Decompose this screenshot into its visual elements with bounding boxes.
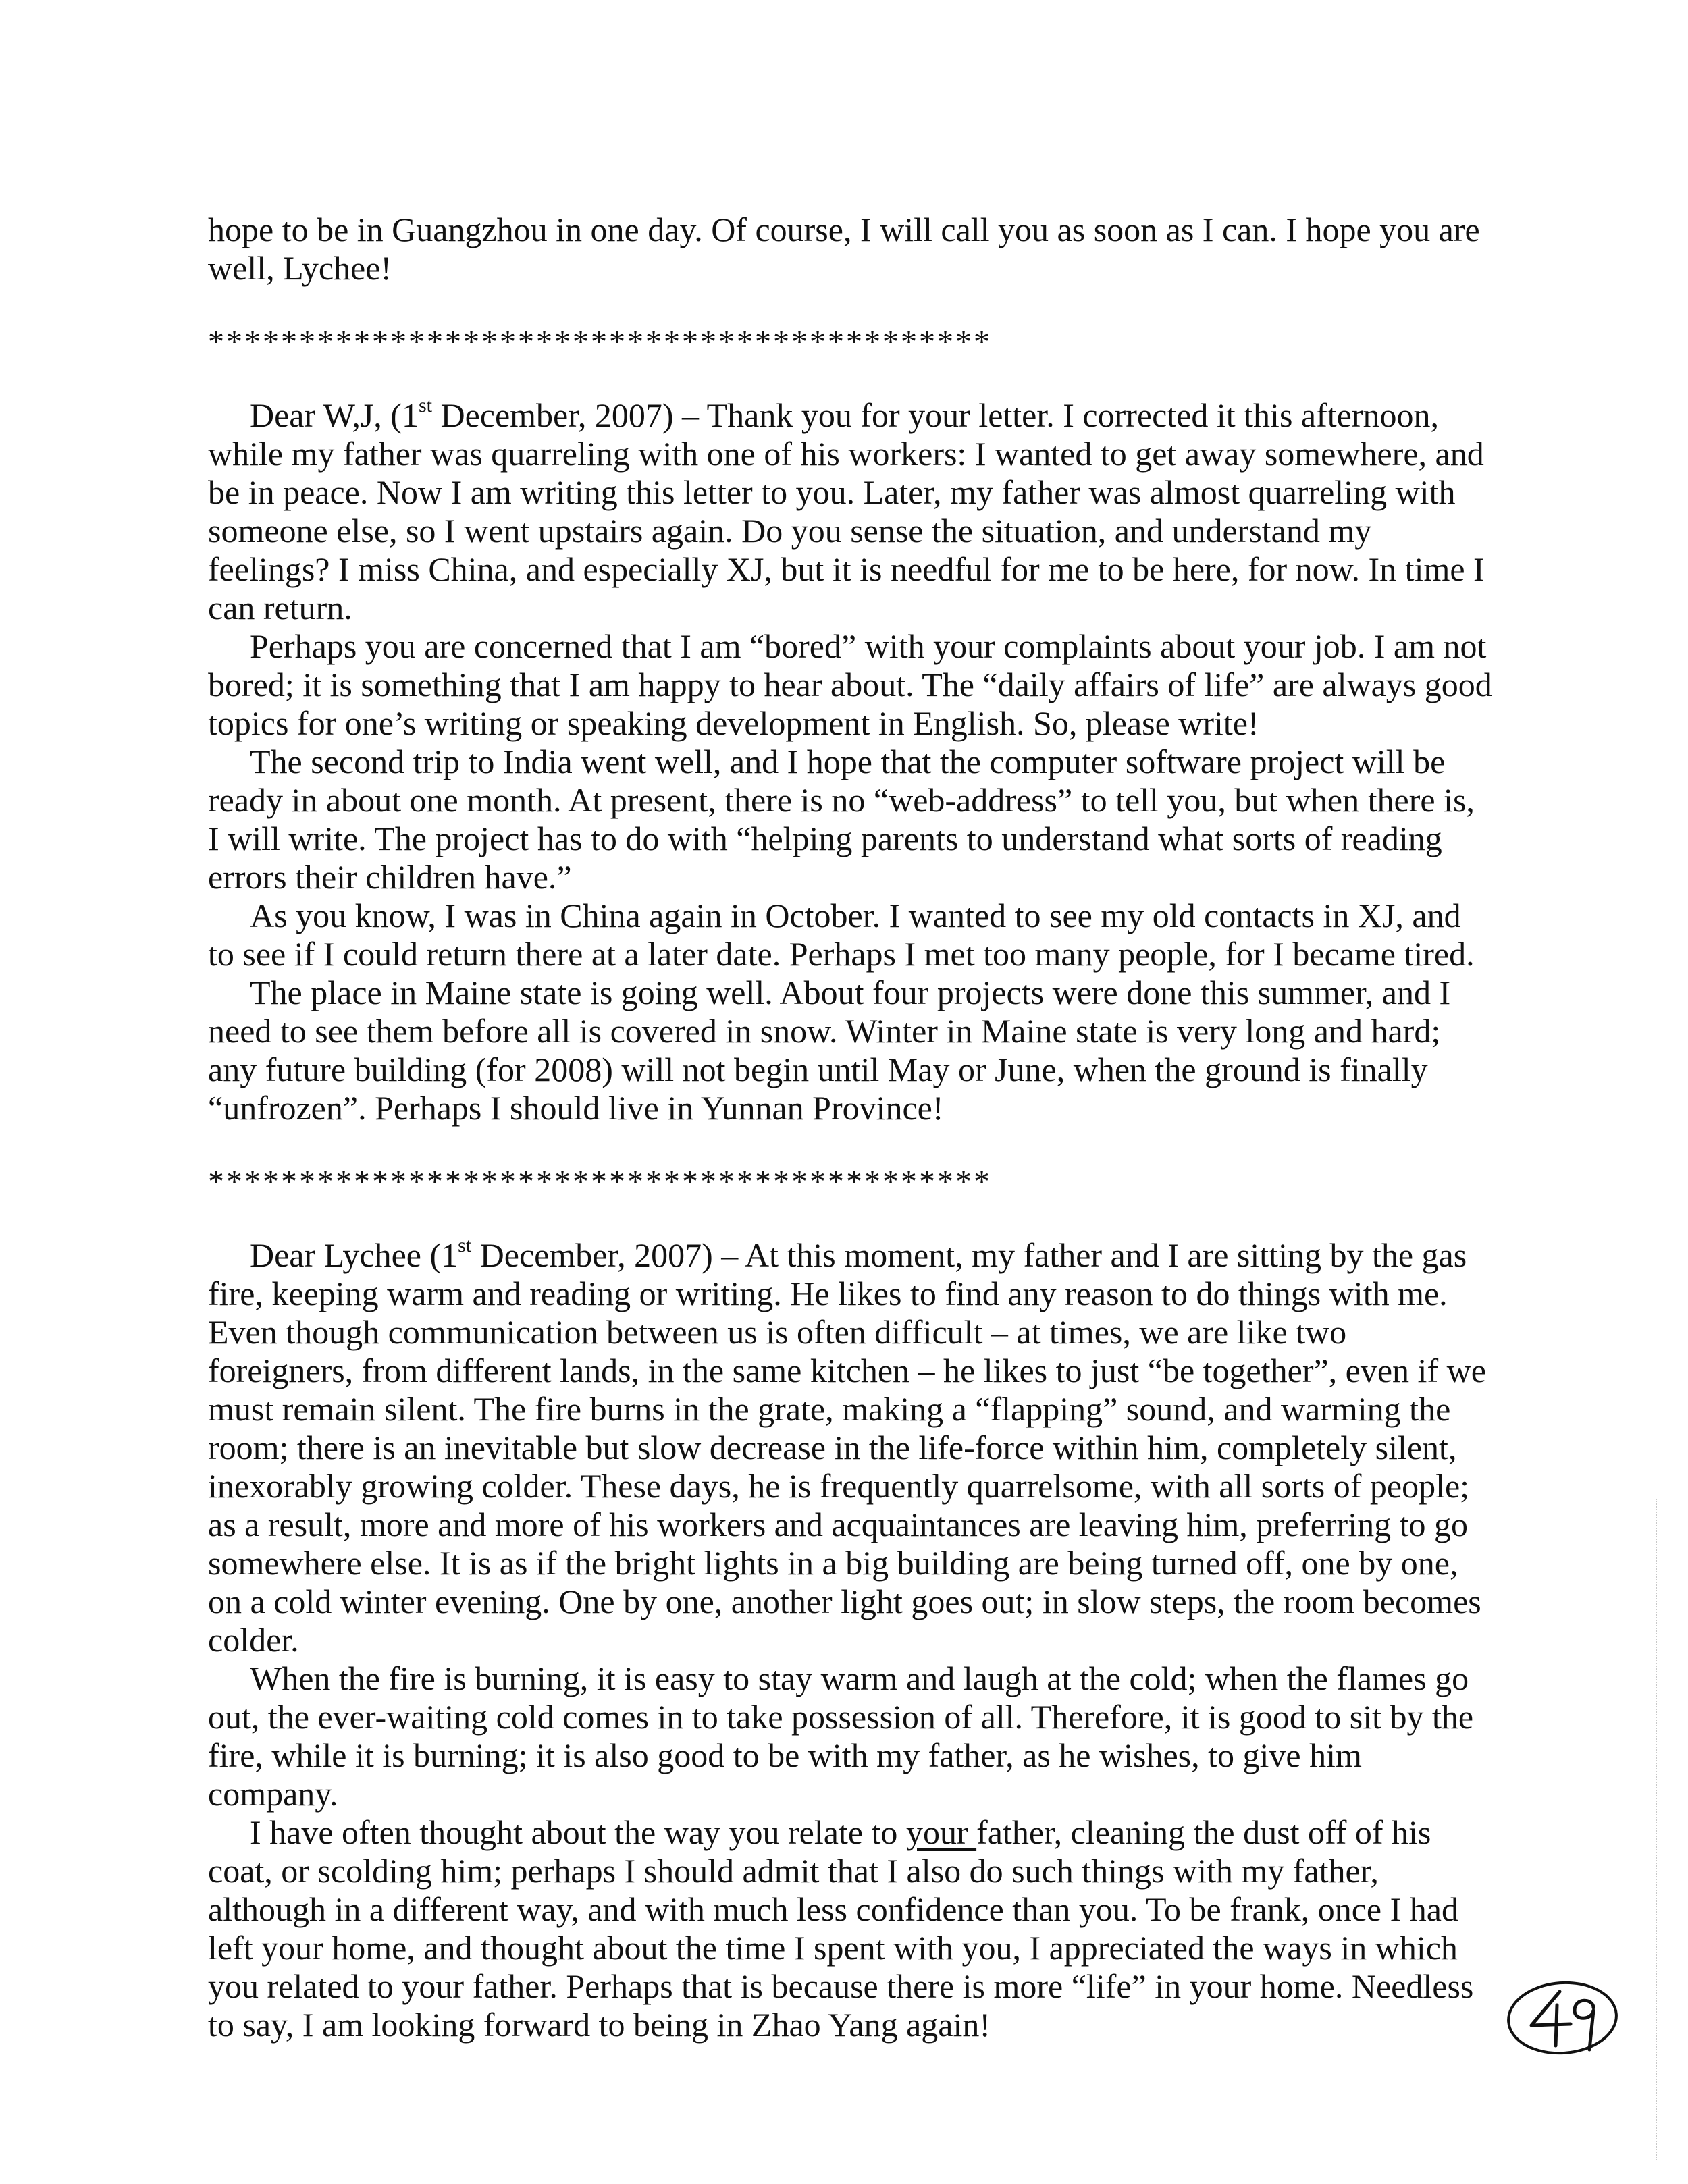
letter-to-lychee bbox=[208, 1236, 1494, 2044]
letter-lychee-salutation: Dear Lychee (1 bbox=[250, 1236, 458, 1274]
underlined-your: your bbox=[905, 1813, 977, 1851]
handwritten-page-number bbox=[1504, 1978, 1620, 2058]
letter-lychee-opening bbox=[208, 1236, 1494, 1659]
letter-wj-opening bbox=[208, 396, 1494, 627]
section-separator-2: ******************************************* bbox=[208, 1164, 992, 1200]
letter-wj-date-suffix: st bbox=[418, 394, 432, 417]
section-separator: ******************************************* bbox=[208, 324, 992, 360]
letter-wj-salutation: Dear W,J, (1 bbox=[250, 396, 419, 434]
letter-lychee-opening-text: December, 2007) – At this moment, my father and I are sitting by the gas fire, keeping warm and reading or writing. He likes to find any reason to do things with me. Even though communication between us is often difficult – at times, we are like two foreigners, from different lands, in the same kitchen – he likes to just “be together”, even if we must remain silent. The fire burns in the grate, making a “flapping” sound, and warming the room; there is an inevitable but slow decrease in the life-force within him, completely silent, inexorably growing colder. These days, he is frequently quarrelsome, with all sorts of people; as a result, more and more of his workers and acquaintances are leaving him, preferring to go somewhere else. It is as if the bright lights in a big building are being turned off, one by one, on a cold winter evening. One by one, another light goes out; in slow steps, the room becomes colder. bbox=[208, 1236, 1486, 1659]
letter-lychee-date-suffix: st bbox=[458, 1234, 472, 1256]
letter-lychee-p3-start: I have often thought about the way you relate to bbox=[250, 1813, 906, 1851]
letter-lychee-p3-rest: father, cleaning the dust off of his coat, or scolding him; perhaps I should admit that I also do such things with my father, although in a different way, and with much less confidence than you. To be frank, once I had left your home, and thought about the time I spent with you, I appreciated the ways in which you related to your father. Perhaps that is because there is more “life” in your home. Needless to say, I am looking forward to being in Zhao Yang again! bbox=[208, 1813, 1474, 2044]
letter-wj-paragraph-3: The second trip to India went well, and I hope that the computer software project will be ready in about one month. At present, there is no “web-address” to tell you, but when there is, I will write. The project has to do with “helping parents to understand what sorts of reading errors their children have.” bbox=[208, 743, 1475, 896]
letter-wj-paragraph-2: Perhaps you are concerned that I am “bored” with your complaints about your job. I am not bored; it is something that I am happy to hear about. The “daily affairs of life” are always good topics for one’s writing or speaking development in English. So, please write! bbox=[208, 627, 1492, 742]
letter-wj-opening-text: December, 2007) – Thank you for your letter. I corrected it this afternoon, while my father was quarreling with one of his workers: I wanted to get away somewhere, and be in peace. Now I am writing this letter to you. Later, my father was almost quarreling with someone else, so I went upstairs again. Do you sense the situation, and understand my feelings? I miss China, and especially XJ, but it is needful for me to be here, for now. In time I can return. bbox=[208, 396, 1485, 627]
letter-wj-paragraph-5: The place in Maine state is going well. About four projects were done this summer, and I need to see them before all is covered in snow. Winter in Maine state is very long and hard; any future building (for 2008) will not begin until May or June, when the ground is finally “unfrozen”. Perhaps I should live in Yunnan Province! bbox=[208, 974, 1451, 1127]
letter-lychee-paragraph-2: When the fire is burning, it is easy to stay warm and laugh at the cold; when the flames go out, the ever-waiting cold comes in to take possession of all. Therefore, it is good to sit by the fire, while it is burning; it is also good to be with my father, as he wishes, to give him company. bbox=[208, 1659, 1474, 1813]
letter-lychee-paragraph-3 bbox=[208, 1813, 1494, 2044]
continuation-paragraph: hope to be in Guangzhou in one day. Of course, I will call you as soon as I can. I hope you are well, Lychee! bbox=[208, 211, 1480, 287]
document-body bbox=[208, 211, 1494, 2044]
scan-edge-marks bbox=[1656, 1499, 1658, 2160]
letter-wj-paragraph-4: As you know, I was in China again in October. I wanted to see my old contacts in XJ, and to see if I could return there at a later date. Perhaps I met too many people, for I became tired. bbox=[208, 897, 1475, 973]
letter-to-wj bbox=[208, 396, 1494, 1127]
